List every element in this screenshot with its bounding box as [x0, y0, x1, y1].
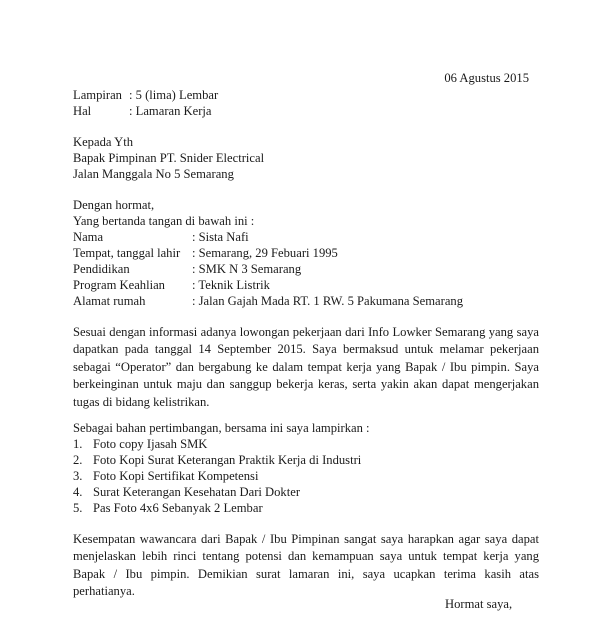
list-item: 4. Surat Keterangan Kesehatan Dari Dokter — [73, 485, 301, 499]
applicant-label: Nama — [73, 230, 104, 244]
recipient-line: Kepada Yth — [73, 135, 134, 149]
applicant-value: : Sista Nafi — [192, 230, 249, 244]
attachments-list — [73, 436, 361, 516]
applicant-label: Program Keahlian — [73, 278, 165, 292]
applicant-value: : Semarang, 29 Febuari 1995 — [192, 246, 338, 260]
applicant-value: : SMK N 3 Semarang — [192, 262, 302, 276]
attachment-value: : 5 (lima) Lembar — [129, 88, 219, 102]
applicant-label: Tempat, tanggal lahir — [73, 246, 181, 260]
attachments-intro: Sebagai bahan pertimbangan, bersama ini saya lampirkan : — [73, 421, 370, 435]
applicant-value: : Teknik Listrik — [192, 278, 270, 292]
list-item: 2. Foto Kopi Surat Keterangan Praktik Kerja di Industri — [73, 453, 362, 467]
applicant-label: Pendidikan — [73, 262, 130, 276]
subject-label: Hal — [73, 104, 92, 118]
list-item: 3. Foto Kopi Sertifikat Kompetensi — [73, 469, 259, 483]
body-paragraph: Sesuai dengan informasi adanya lowongan pekerjaan dari Info Lowker Semarang yang saya dapatkan pada tanggal 14 September 2015. Saya bermaksud untuk melamar pekerjaan sebagai “Operator” dan bergabung ke dalam tempat kerja yang Bapak / Ibu pimpin. Saya berkeinginan untuk maju dan sanggup bekerja keras, serta yakin akan dapat mengerjakan tugas di bidang kelistrikan. — [73, 325, 539, 409]
applicant-label: Alamat rumah — [73, 294, 146, 308]
recipient-line: Jalan Manggala No 5 Semarang — [73, 167, 234, 181]
list-item: 1. Foto copy Ijasah SMK — [73, 437, 208, 451]
applicant-value: : Jalan Gajah Mada RT. 1 RW. 5 Pakumana Semarang — [192, 294, 463, 308]
closing-paragraph: Kesempatan wawancara dari Bapak / Ibu Pimpinan sangat saya harapkan agar saya dapat menjelaskan lebih rinci tentang potensi dan kemampuan saya untuk tempat kerja yang Bapak / Ibu pimpin. Demikian surat lamaran ini, saya ucapkan terima kasih atas perhatianya. — [73, 532, 539, 599]
list-item: 5. Pas Foto 4x6 Sebanyak 2 Lembar — [73, 501, 263, 515]
attachment-label: Lampiran — [73, 88, 122, 102]
recipient-line: Bapak Pimpinan PT. Snider Electrical — [73, 151, 265, 165]
intro-line: Yang bertanda tangan di bawah ini : — [73, 214, 255, 228]
subject-value: : Lamaran Kerja — [129, 104, 212, 118]
greeting: Dengan hormat, — [73, 198, 155, 212]
letter-date: 06 Agustus 2015 — [444, 71, 529, 85]
signoff: Hormat saya, — [445, 597, 513, 611]
